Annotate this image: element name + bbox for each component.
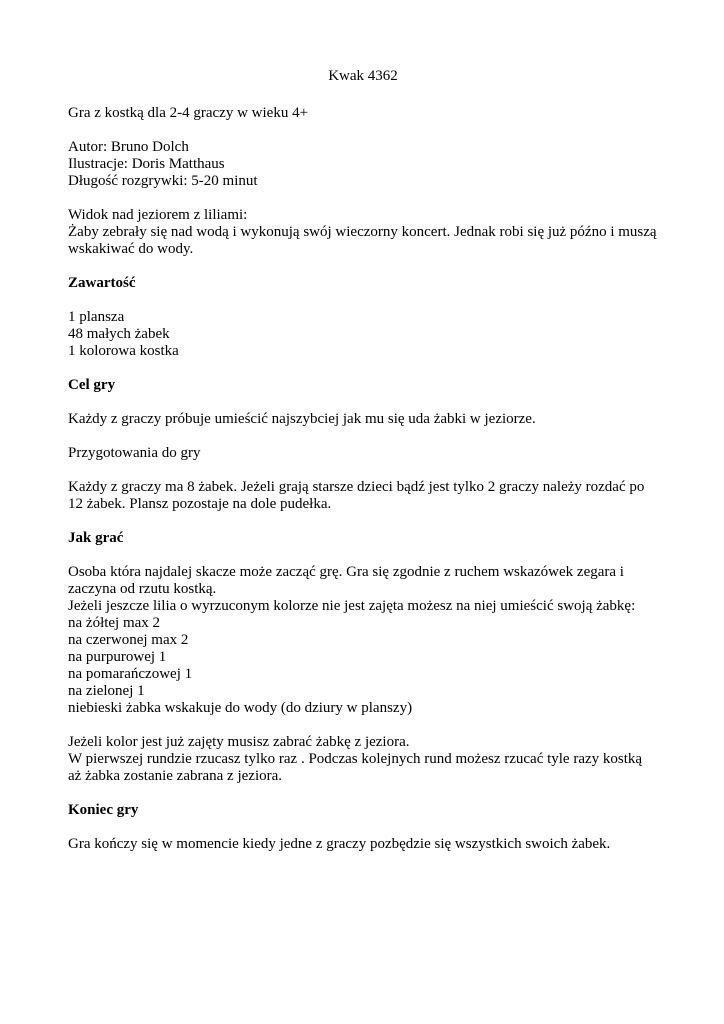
document-title: Kwak 4362 xyxy=(328,68,398,84)
credit-duration: Długość rozgrywki: 5-20 minut xyxy=(68,173,258,189)
howto-p4: W pierwszej rundzie rzucasz tylko raz . Podczas kolejnych rund możesz rzucać tyle razy kostką aż żabka zostanie zabrana z jeziora. xyxy=(68,751,643,784)
contents-item: 1 kolorowa kostka xyxy=(68,343,179,359)
end-text: Gra kończy się w momencie kiedy jedne z graczy pozbędzie się wszystkich swoich żabek. xyxy=(68,836,611,852)
document-page xyxy=(68,68,658,870)
rule-item: niebieski żabka wskakuje do wody (do dziury w planszy) xyxy=(68,700,413,716)
goal-text: Każdy z graczy próbuje umieścić najszybciej jak mu się uda żabki w jeziorze. xyxy=(68,411,536,427)
credit-illustrations: Ilustracje: Doris Matthaus xyxy=(68,156,225,172)
intro-line-2: Żaby zebrały się nad wodą i wykonują swój wieczorny koncert. Jednak robi się już późno i muszą wskakiwać do wody. xyxy=(68,224,657,257)
credits-block xyxy=(68,139,658,190)
subtitle: Gra z kostką dla 2-4 graczy w wieku 4+ xyxy=(68,105,309,121)
intro-block xyxy=(68,207,658,258)
rule-item: na czerwonej max 2 xyxy=(68,632,189,648)
rule-item: na zielonej 1 xyxy=(68,683,145,699)
intro-line-1: Widok nad jeziorem z liliami: xyxy=(68,207,248,223)
howto-block xyxy=(68,564,658,717)
contents-list xyxy=(68,309,658,360)
credit-author: Autor: Bruno Dolch xyxy=(68,139,189,155)
setup-text: Każdy z graczy ma 8 żabek. Jeżeli grają starsze dzieci bądź jest tylko 2 graczy należy rozdać po 12 żabek. Plansz pozostaje na dole pudełka. xyxy=(68,479,645,512)
goal-heading: Cel gry xyxy=(68,377,116,393)
howto-p2: Jeżeli jeszcze lilia o wyrzuconym kolorze nie jest zajęta możesz na niej umieścić swoją żabkę: xyxy=(68,598,636,614)
rule-item: na purpurowej 1 xyxy=(68,649,167,665)
howto-p1: Osoba która najdalej skacze może zacząć grę. Gra się zgodnie z ruchem wskazówek zegara i zaczyna od rzutu kostką. xyxy=(68,564,624,597)
rule-item: na żółtej max 2 xyxy=(68,615,161,631)
howto-heading: Jak grać xyxy=(68,530,124,546)
contents-heading: Zawartość xyxy=(68,275,136,291)
contents-item: 48 małych żabek xyxy=(68,326,170,342)
howto-p3: Jeżeli kolor jest już zajęty musisz zabrać żabkę z jeziora. xyxy=(68,734,410,750)
contents-item: 1 plansza xyxy=(68,309,125,325)
howto-block-2 xyxy=(68,734,658,785)
setup-heading: Przygotowania do gry xyxy=(68,445,201,461)
end-heading: Koniec gry xyxy=(68,802,139,818)
rule-item: na pomarańczowej 1 xyxy=(68,666,193,682)
